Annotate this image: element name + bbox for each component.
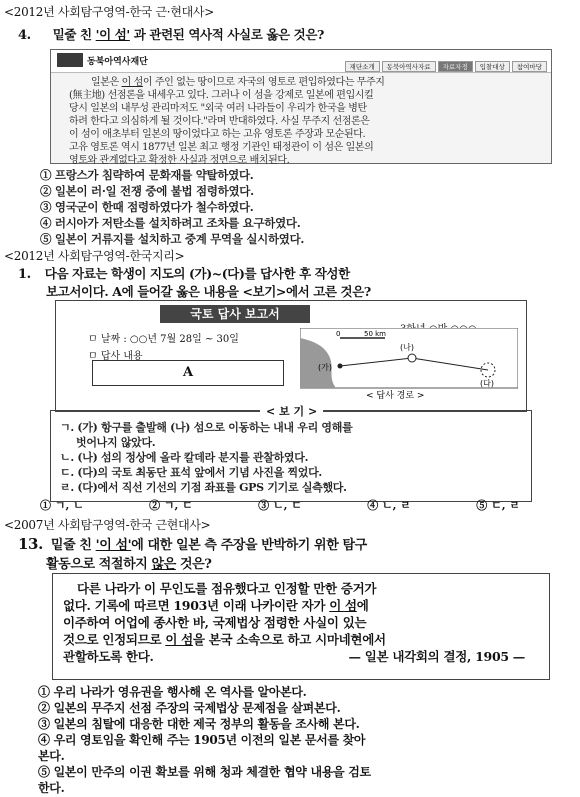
q4-options bbox=[40, 167, 304, 247]
bogi-items: ㄱ. (가) 항구를 출발해 (나) 섬으로 이동하는 내내 우리 영해를 벗어나지 않았다. ㄴ. (나) 섬의 정상에 올라 칼데라 분지를 관찰하였다. ㄷ. (다)의 국토 최동단 표석 앞에서 기념 사진을 찍었다. ㄹ. (다)에서 직선 기선의 기점 좌표를 GPS 기기로 실측했다. bbox=[60, 421, 353, 494]
web-nav bbox=[345, 61, 547, 72]
option[interactable]: ⑤ 일본이 만주의 이권 확보를 위해 청과 체결한 협약 내용을 검토 bbox=[38, 765, 371, 779]
option[interactable]: ⑤ 일본이 거류지를 설치하고 중계 무역을 실시하였다. bbox=[40, 232, 305, 246]
option[interactable]: ③ 영국군이 한때 점령하였다가 철수하였다. bbox=[40, 200, 254, 214]
underlined-this-island: '이 섬' bbox=[95, 27, 130, 42]
option[interactable]: ② 일본이 러·일 전쟁 중에 불법 점령하였다. bbox=[40, 184, 254, 198]
section-header-2012-geography: <2012년 사회탐구영역-한국지리> bbox=[4, 249, 185, 263]
foundation-logo-icon bbox=[57, 53, 83, 67]
web-passage: 일본은 이 섬이 주인 없는 땅이므로 자국의 영토로 편입하였다는 무주지 (無主地) 선점론을 내세우고 있다. 그러나 이 섬을 강제로 일본에 편입시킬 당시 일본의 내무성 관리마저도 "외국 여러 나라들이 우리가 한국을 병탄 하려 한다고 의심하게 될 것이다."라며 반대하였다. 사실 무주지 선점론은 이 섬이 애초부터 일본의 땅이었다고 하는 고유 영토론 주장과 모순된다. 고유 영토론 역시 1877년 일본 최고 행정 기관인 태정관이 이 섬은 일본의 영토와 관계없다고 확정한 사실과 정면으로 배치된다. bbox=[69, 77, 385, 166]
svg-text:50 km: 50 km bbox=[364, 330, 387, 338]
svg-text:(다): (다) bbox=[480, 379, 494, 388]
passage-source: — 일본 내각회의 결정, 1905 — bbox=[348, 649, 525, 664]
question-number: 4. bbox=[18, 28, 31, 43]
option[interactable]: ④ 우리 영토임을 확인해 주는 1905년 이전의 일본 문서를 찾아 bbox=[38, 733, 366, 747]
answer-box-a: A bbox=[92, 360, 284, 386]
bogi-title: < 보 기 > bbox=[260, 403, 323, 419]
option-continued: 본다. bbox=[38, 749, 65, 763]
answer-option[interactable]: ⑤ ㄷ, ㄹ bbox=[476, 499, 520, 512]
passage-text: 다른 나라가 이 무인도를 점유했다고 인정할 만한 증거가 없다. 기록에 따르면 1903년 이래 나카이란 자가 이 섬에 이주하여 어업에 종사한 바, 국제법상 점령한 사실이 있는 것으로 인정되므로 이 섬을 본국 소속으로 하고 시마네현에서 관할하도록 한다. — 일본 내각회의 결정, 1905 — bbox=[63, 581, 525, 664]
report-date: ㅁ 날짜 : ○○년 7월 28일 ~ 30일 bbox=[88, 334, 239, 345]
section-header-2012-history: <2012년 사회탐구영역-한국 근·현대사> bbox=[4, 5, 214, 19]
question-1: 1. 다음 자료는 학생이 지도의 (가)~(다)를 답사한 후 작성한 보고서이다. A에 들어갈 옳은 내용을 <보기>에서 고른 것은? bbox=[18, 266, 371, 299]
web-header bbox=[51, 50, 551, 73]
option-continued: 한다. bbox=[38, 781, 65, 795]
report-content-label: ㅁ 답사 내용 bbox=[88, 351, 143, 362]
answer-option[interactable]: ④ ㄴ, ㄹ bbox=[367, 499, 411, 512]
option[interactable]: ② 일본의 무주지 선점 주장의 국제법상 문제점을 살펴본다. bbox=[38, 701, 341, 715]
web-nav-item-active: 자료자정 bbox=[438, 61, 473, 72]
question-13: 13. 밑줄 친 '이 섬'에 대한 일본 측 주장을 반박하기 위한 탐구 활동으로 적절하지 않은 것은? bbox=[18, 535, 367, 572]
web-nav-item: 재단소개 bbox=[345, 61, 380, 72]
svg-text:(가): (가) bbox=[318, 363, 332, 372]
foundation-web-screenshot bbox=[50, 49, 552, 164]
route-map bbox=[300, 328, 518, 400]
island-na bbox=[408, 354, 416, 362]
web-nav-item: 참여마당 bbox=[512, 61, 547, 72]
report-title: 국토 답사 보고서 bbox=[160, 305, 310, 323]
q13-options bbox=[38, 684, 371, 796]
section-header-2007-history: <2007년 사회탐구영역-한국 근현대사> bbox=[4, 518, 211, 532]
q1-answer-row bbox=[40, 497, 520, 513]
answer-option[interactable]: ③ ㄴ, ㄷ bbox=[258, 499, 302, 512]
web-nav-item: 동북아역사자료 bbox=[382, 61, 436, 72]
option[interactable]: ④ 러시아가 저탄소를 설치하려고 조차를 요구하였다. bbox=[40, 216, 301, 230]
answer-option[interactable]: ① ㄱ, ㄴ bbox=[40, 499, 84, 512]
web-nav-item: 입찰대상 bbox=[475, 61, 510, 72]
option[interactable]: ③ 일본의 침탈에 대응한 대한 제국 정부의 활동을 조사해 본다. bbox=[38, 717, 360, 731]
svg-text:(나): (나) bbox=[400, 343, 414, 352]
web-org-name: 동북아역사재단 bbox=[87, 57, 148, 67]
svg-text:0: 0 bbox=[336, 330, 341, 338]
option[interactable]: ① 우리 나라가 영유권을 행사해 온 역사를 알아본다. bbox=[38, 685, 307, 699]
question-4: 4. 밑줄 친 '이 섬' 과 관련된 역사적 사실로 옳은 것은? bbox=[18, 27, 324, 43]
option[interactable]: ① 프랑스가 침략하여 문화재를 약탈하였다. bbox=[40, 168, 254, 182]
answer-option[interactable]: ② ㄱ, ㄷ bbox=[149, 499, 193, 512]
map-caption: < 답사 경로 > bbox=[366, 391, 425, 400]
